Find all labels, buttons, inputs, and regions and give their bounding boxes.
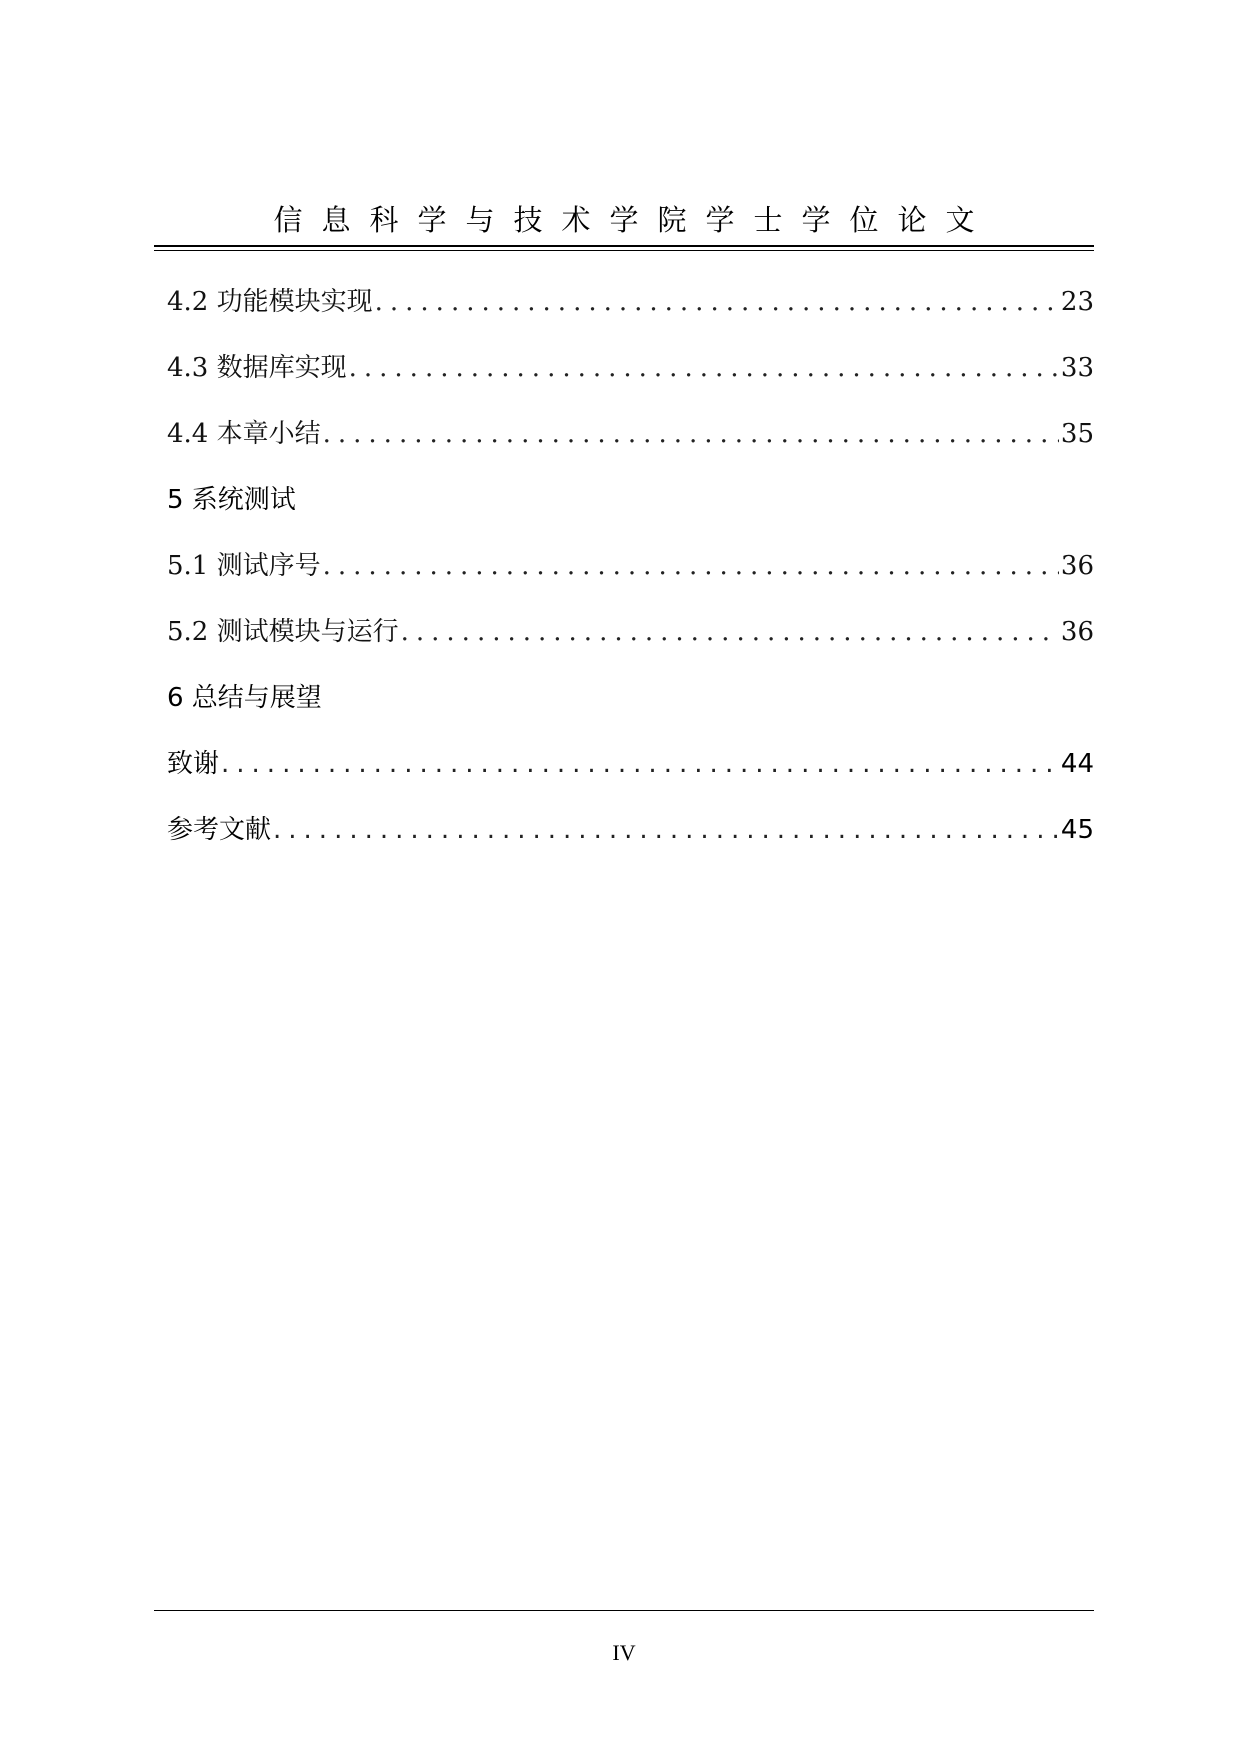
toc-entry[interactable] [167, 612, 1094, 678]
toc-entry-label: 4.3 数据库实现 [167, 353, 347, 383]
toc-dot-leader [323, 546, 1059, 586]
running-header-title: 信息科学与技术学院学士学位论文 [273, 203, 994, 237]
toc-dot-leader [273, 810, 1059, 850]
toc-entry[interactable] [167, 810, 1094, 876]
toc-entry-page: 36 [1060, 551, 1094, 581]
toc-entry[interactable] [167, 546, 1094, 612]
table-of-contents [167, 282, 1094, 876]
toc-chapter-heading[interactable] [167, 480, 1094, 546]
toc-entry-page: 35 [1060, 419, 1094, 449]
toc-entry-label: 4.4 本章小结 [167, 419, 321, 449]
toc-dot-leader [349, 348, 1059, 388]
toc-dot-leader [221, 744, 1059, 784]
toc-entry[interactable] [167, 348, 1094, 414]
toc-entry-page: 33 [1060, 353, 1094, 383]
toc-entry-page: 36 [1060, 617, 1094, 647]
toc-entry-page: 44 [1060, 749, 1094, 779]
toc-entry[interactable] [167, 744, 1094, 810]
header-rule-thick [154, 245, 1094, 247]
toc-entry[interactable] [167, 282, 1094, 348]
toc-entry-page: 45 [1060, 815, 1094, 845]
toc-dot-leader [401, 612, 1059, 652]
toc-entry-label: 4.2 功能模块实现 [167, 287, 373, 317]
toc-entry-page: 23 [1060, 287, 1094, 317]
footer-page-number: IV [612, 1640, 636, 1665]
toc-entry-label: 5.1 测试序号 [167, 551, 321, 581]
toc-entry-label: 致谢 [167, 749, 220, 779]
toc-entry-label: 5 系统测试 [167, 485, 296, 515]
toc-entry-label: 6 总结与展望 [167, 683, 322, 713]
footer-rule [154, 1610, 1094, 1611]
header-rule-thin [154, 250, 1094, 251]
toc-entry[interactable] [167, 414, 1094, 480]
toc-dot-leader [323, 414, 1059, 454]
toc-entry-label: 参考文献 [167, 815, 272, 845]
toc-chapter-heading[interactable] [167, 678, 1094, 744]
toc-entry-label: 5.2 测试模块与运行 [167, 617, 399, 647]
toc-dot-leader [375, 282, 1059, 322]
